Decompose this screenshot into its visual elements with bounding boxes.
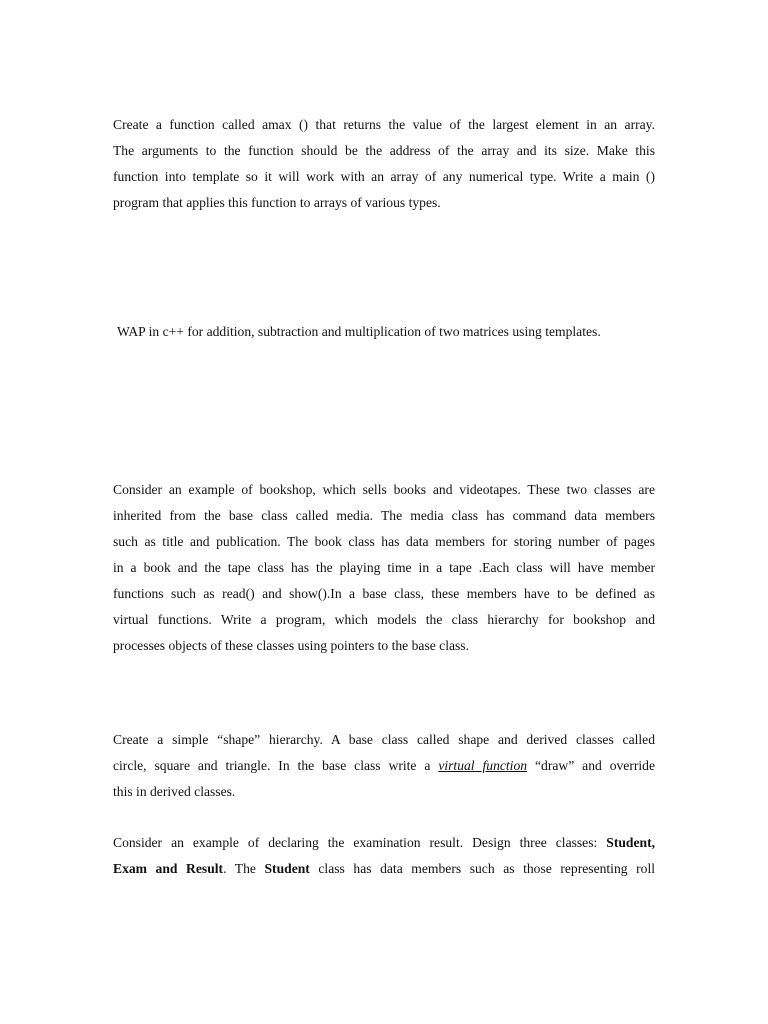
text-segment: . The <box>223 861 265 876</box>
text-line <box>113 830 655 856</box>
text-line: this in derived classes. <box>113 784 236 799</box>
text-line: in a book and the tape class has the playing time in a tape .Each class will have member <box>113 560 655 575</box>
text-segment: class has data members such as those representing roll <box>309 861 655 876</box>
text-line <box>113 856 655 882</box>
text-line: function into template so it will work with an array of any numerical type. Write a main () <box>113 169 655 184</box>
text-line: virtual functions. Write a program, which models the class hierarchy for bookshop and <box>113 612 655 627</box>
text-line: program that applies this function to arrays of various types. <box>113 195 441 210</box>
text-line: Create a simple “shape” hierarchy. A base class called shape and derived classes called <box>113 732 655 747</box>
paragraph-amax-template <box>113 112 655 216</box>
virtual-function-emphasis: virtual function <box>438 758 528 773</box>
bold-class-name: Student, <box>606 835 655 850</box>
paragraph-bookshop-virtual-functions <box>113 477 655 659</box>
text-line: such as title and publication. The book class has data members for storing number of pages <box>113 534 655 549</box>
paragraph-shape-hierarchy <box>113 727 655 805</box>
paragraph-matrix-templates <box>117 319 659 345</box>
text-line: processes objects of these classes using pointers to the base class. <box>113 638 469 653</box>
text-line: inherited from the base class called media. The media class has command data members <box>113 508 655 523</box>
text-line: Create a function called amax () that returns the value of the largest element in an array. <box>113 117 655 132</box>
paragraph-examination-result <box>113 830 655 882</box>
text-segment: “draw” and override <box>527 758 655 773</box>
text-line: functions such as read() and show().In a base class, these members have to be defined as <box>113 586 655 601</box>
text-line: WAP in c++ for addition, subtraction and multiplication of two matrices using templates. <box>117 324 601 339</box>
text-line <box>113 753 655 779</box>
text-segment: Consider an example of declaring the examination result. Design three classes: <box>113 835 607 850</box>
bold-class-names: Exam and Result <box>113 861 224 876</box>
text-line: Consider an example of bookshop, which sells books and videotapes. These two classes are <box>113 482 655 497</box>
text-segment: circle, square and triangle. In the base class write a <box>113 758 439 773</box>
bold-class-name: Student <box>264 861 310 876</box>
text-line: The arguments to the function should be the address of the array and its size. Make this <box>113 143 655 158</box>
